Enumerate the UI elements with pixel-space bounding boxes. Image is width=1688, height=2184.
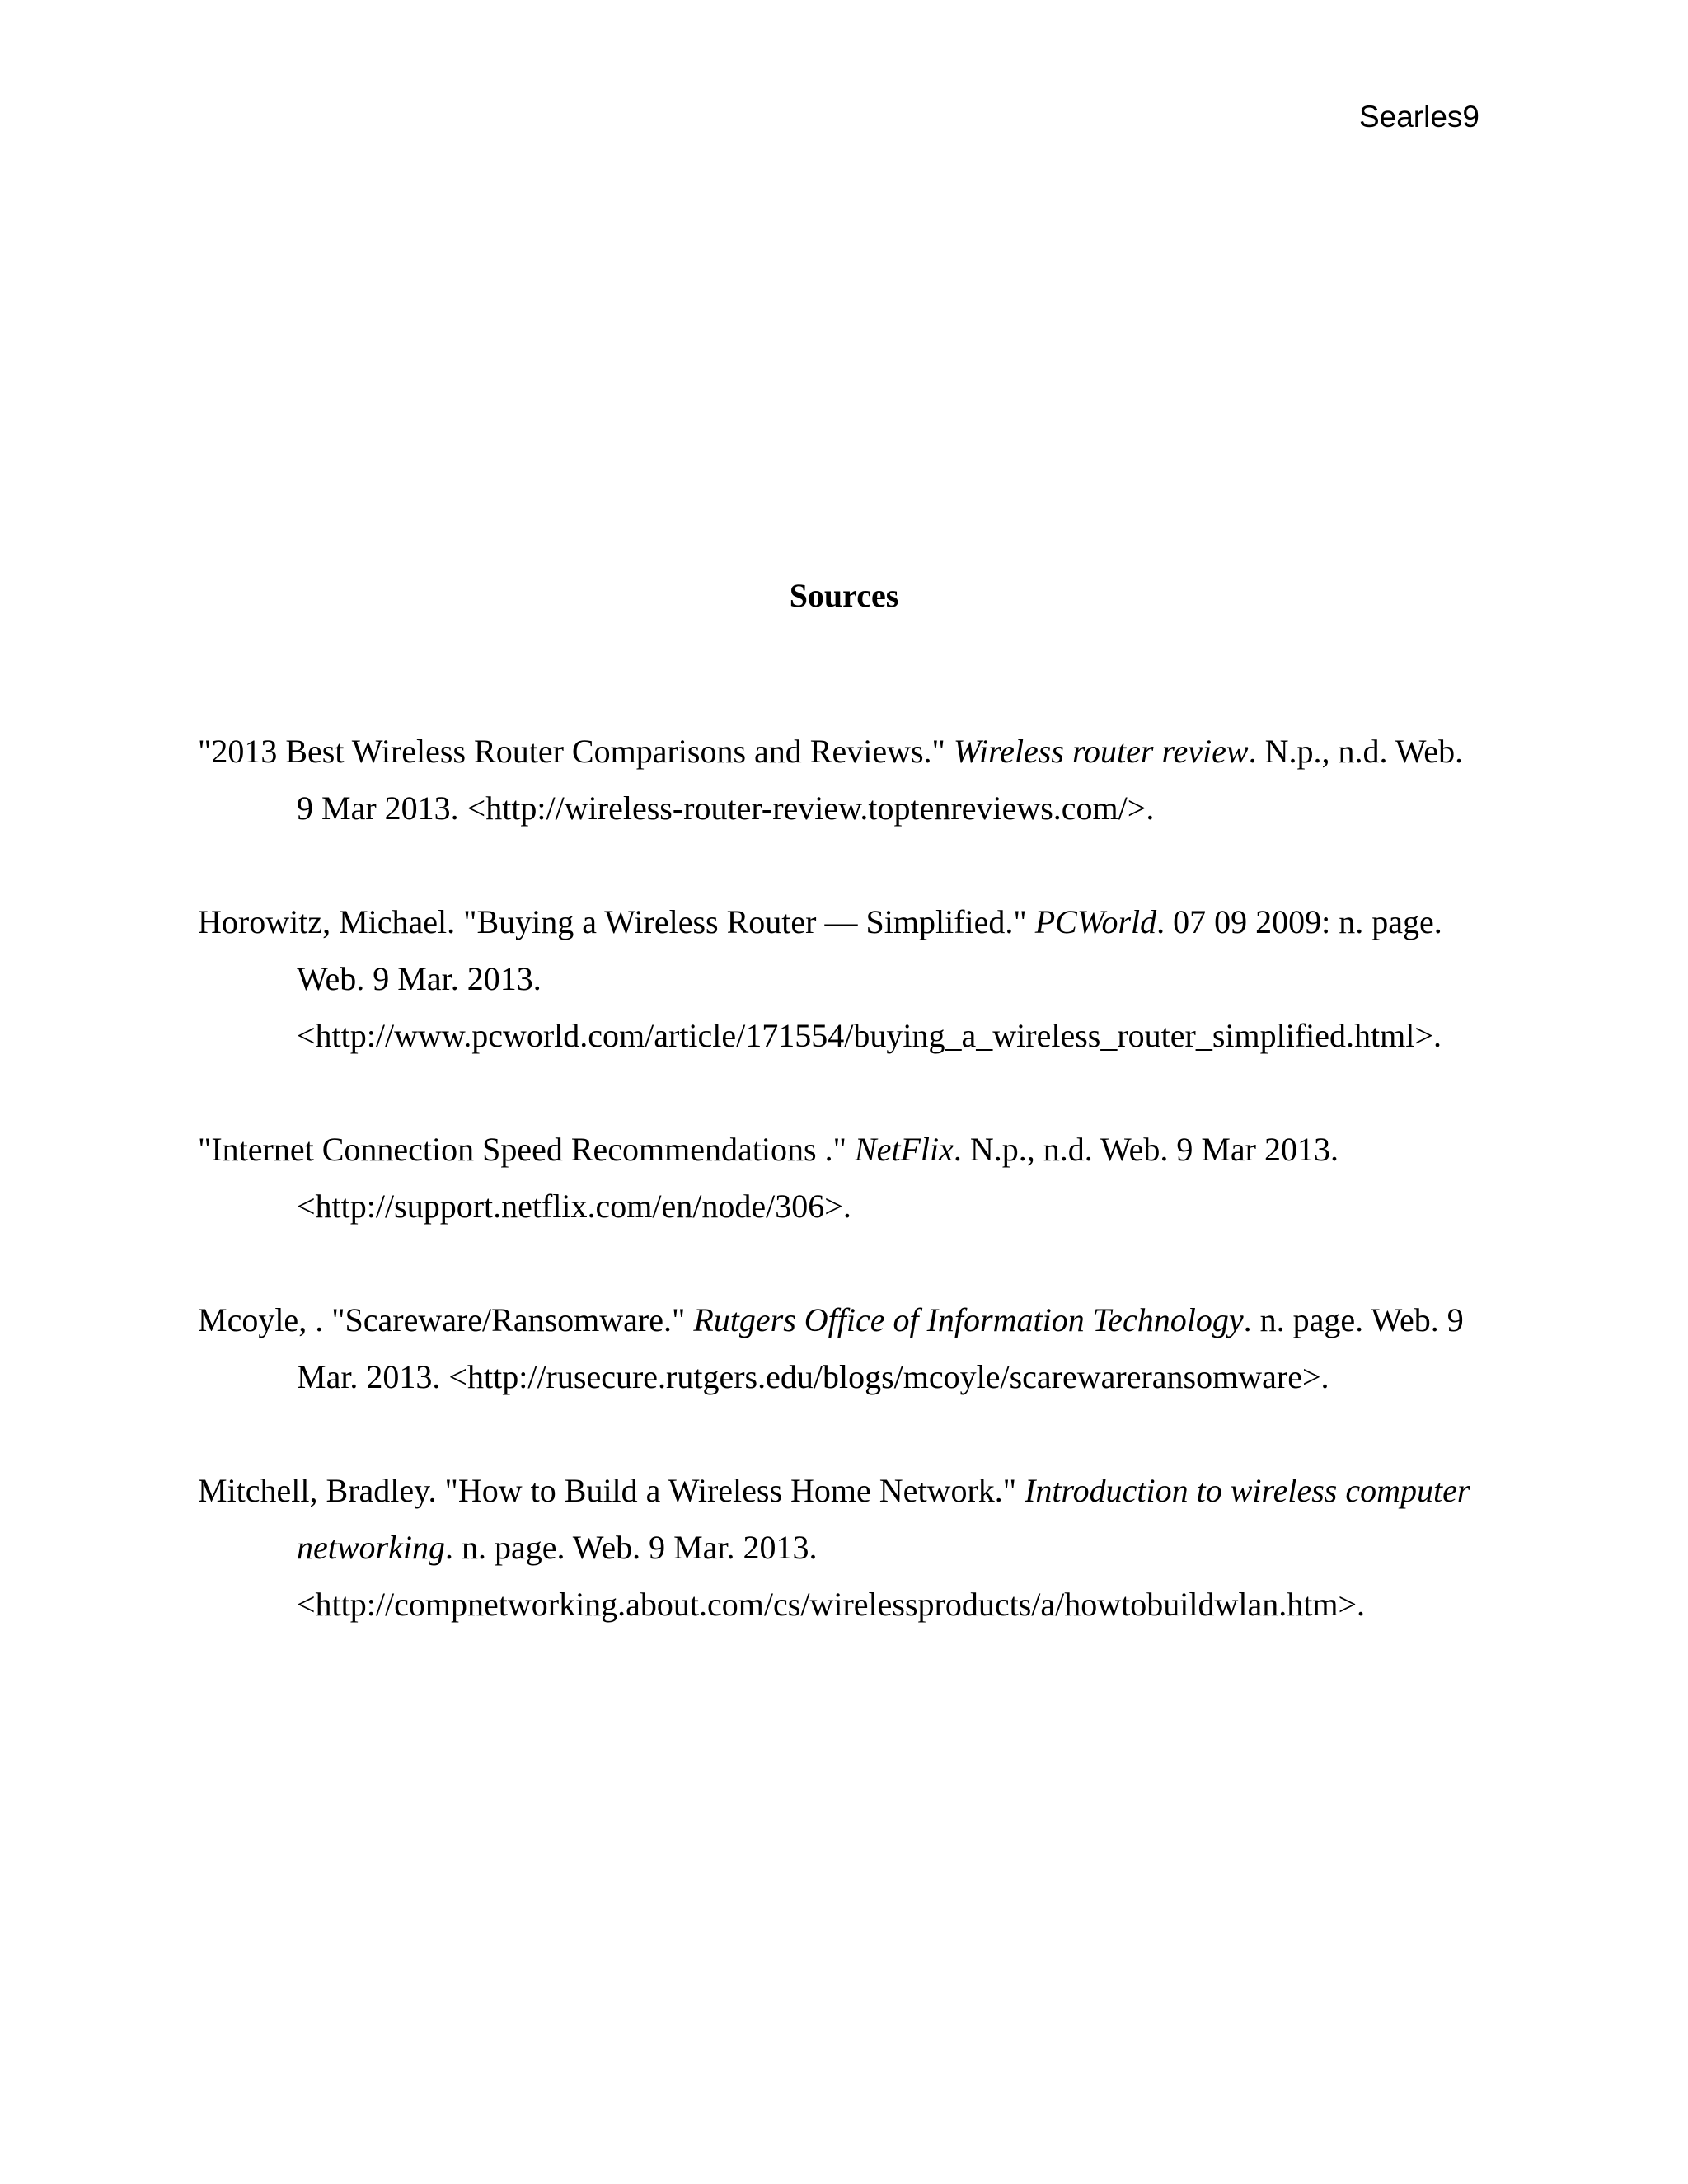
citation-line: Mitchell, Bradley. "How to Build a Wireless Home Network." Introduction to wireless computer <box>198 1472 1470 1509</box>
citation-line: Web. 9 Mar. 2013. <box>297 960 542 997</box>
citation-line: "2013 Best Wireless Router Comparisons and Reviews." Wireless router review. N.p., n.d. Web. <box>198 733 1464 770</box>
citation-line: <http://www.pcworld.com/article/171554/buying_a_wireless_router_simplified.html>. <box>297 1017 1442 1054</box>
citation-entry <box>198 1121 1507 1235</box>
citation-line: "Internet Connection Speed Recommendations ." NetFlix. N.p., n.d. Web. 9 Mar 2013. <box>198 1131 1339 1168</box>
bibliography-list <box>198 723 1507 1690</box>
citation-line: Mar. 2013. <http://rusecure.rutgers.edu/blogs/mcoyle/scarewareransomware>. <box>297 1358 1329 1395</box>
citation-entry <box>198 723 1507 837</box>
section-heading: Sources <box>789 577 899 614</box>
citation-line: <http://support.netflix.com/en/node/306>. <box>297 1188 851 1225</box>
citation-line: <http://compnetworking.about.com/cs/wirelessproducts/a/howtobuildwlan.htm>. <box>297 1586 1366 1623</box>
citation-line: networking. n. page. Web. 9 Mar. 2013. <box>297 1529 818 1566</box>
citation-entry <box>198 1291 1507 1405</box>
citation-entry <box>198 1462 1507 1633</box>
running-head: Searles9 <box>1358 100 1479 134</box>
citation-line: Mcoyle, . "Scareware/Ransomware." Rutgers Office of Information Technology. n. page. Web. 9 <box>198 1301 1464 1338</box>
citation-entry <box>198 893 1507 1064</box>
citation-line: Horowitz, Michael. "Buying a Wireless Router — Simplified." PCWorld. 07 09 2009: n. page. <box>198 903 1442 940</box>
citation-line: 9 Mar 2013. <http://wireless-router-review.toptenreviews.com/>. <box>297 790 1155 827</box>
